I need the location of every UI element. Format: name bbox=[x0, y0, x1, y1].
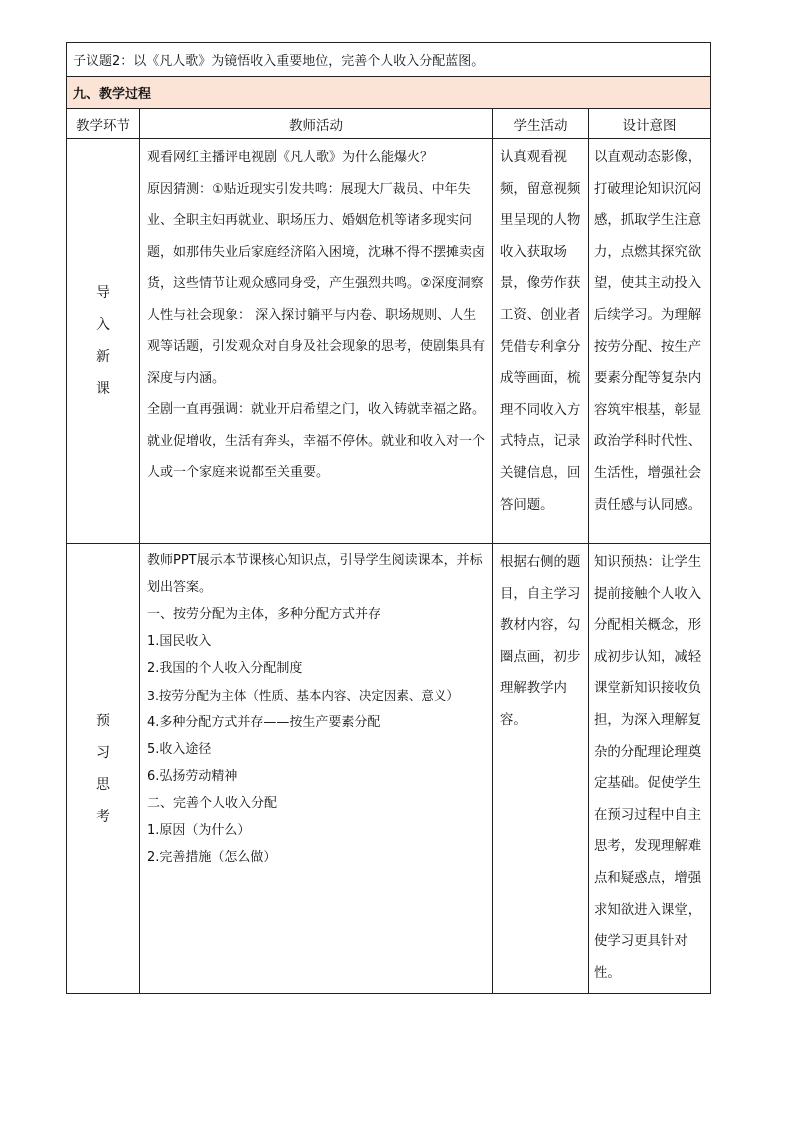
header-student: 学生活动 bbox=[493, 109, 589, 139]
stage-char: 预 bbox=[96, 712, 110, 729]
list-item: 二、完善个人收入分配 bbox=[147, 796, 278, 811]
list-item: 1.国民收入 bbox=[147, 634, 212, 649]
teacher-paragraph: 观看网红主播评电视剧《凡人歌》为什么能爆火？ bbox=[147, 150, 434, 165]
list-item: 2.我国的个人收入分配制度 bbox=[147, 661, 303, 676]
teacher-activity-intro bbox=[140, 139, 493, 544]
header-stage: 教学环节 bbox=[67, 109, 140, 139]
list-item: 一、按劳分配为主体，多种分配方式并存 bbox=[147, 607, 382, 622]
stage-char: 导 bbox=[96, 285, 110, 301]
stage-char: 入 bbox=[96, 317, 110, 333]
student-text: 认真观看视频，留意视频里呈现的人物收入获取场景，像劳作获工资、创业者凭借专利拿分成等画面，梳理不同收入方式特点，记录关键信息，回答问题。 bbox=[500, 150, 581, 513]
subtopic-text: 子议题2：以《凡人歌》为镜悟收入重要地位，完善个人收入分配蓝图。 bbox=[67, 43, 711, 77]
teaching-plan-table bbox=[66, 42, 711, 994]
stage-char: 新 bbox=[96, 349, 110, 365]
list-item: 5.收入途径 bbox=[147, 742, 212, 757]
design-text: 知识预热：让学生提前接触个人收入分配相关概念，形成初步认知，减轻课堂新知识接收负担，为深入理解复杂的分配理论理奠定基础。促使学生在预习过程中自主思考，发现理解难点和疑惑点，增强求知欲进入课堂，使学习更具针对性。 bbox=[594, 555, 702, 981]
teacher-paragraph: 全剧一直再强调：就业开启希望之门，收入铸就幸福之路。就业促增收，生活有奔头，幸福不停休。就业和收入对一个人或一个家庭来说都至关重要。 bbox=[147, 402, 486, 480]
design-intent-intro bbox=[589, 139, 711, 544]
design-text: 以直观动态影像，打破理论知识沉闷感，抓取学生注意力，点燃其探究欲望，使其主动投入后续学习。为理解按劳分配、按生产要素分配等复杂内容筑牢根基，彰显政治学科时代性、生活性，增强社会责任感与认同感。 bbox=[594, 150, 702, 513]
stage-char: 考 bbox=[96, 808, 110, 825]
teacher-activity-preview bbox=[140, 544, 493, 994]
teacher-intro: 教师PPT展示本节课核心知识点，引导学生阅读课本，并标划出答案。 bbox=[147, 553, 483, 595]
header-teacher: 教师活动 bbox=[140, 109, 493, 139]
header-design: 设计意图 bbox=[589, 109, 711, 139]
stage-char: 思 bbox=[96, 776, 110, 793]
subtopic-row bbox=[67, 43, 711, 77]
stage-char: 习 bbox=[96, 744, 110, 761]
student-activity-preview bbox=[493, 544, 589, 994]
list-item: 6.弘扬劳动精神 bbox=[147, 769, 238, 784]
stage-preview bbox=[67, 544, 140, 994]
list-item: 2.完善措施（怎么做） bbox=[147, 850, 277, 865]
section-row bbox=[67, 77, 711, 109]
table-row-preview bbox=[67, 544, 711, 994]
list-item: 3.按劳分配为主体（性质、基本内容、决定因素、意义） bbox=[147, 688, 459, 703]
student-text: 根据右侧的题目，自主学习教材内容，勾圈点画，初步理解教学内容。 bbox=[500, 555, 581, 728]
header-row bbox=[67, 109, 711, 139]
stage-char: 课 bbox=[96, 381, 110, 397]
table-row-intro bbox=[67, 139, 711, 544]
teacher-paragraph: 原因猜测：①贴近现实引发共鸣：展现大厂裁员、中年失业、全职主妇再就业、职场压力、婚姻危机等诸多现实问题，如那伟失业后家庭经济陷入困境，沈琳不得不摆摊卖卤货，这些情节让观众感同身受，产生强烈共鸣。②深度洞察人性与社会现象： 深入探讨躺平与内卷、职场规则、人生观等话题，引发观众对自身及社会现象的思考，使剧集具有深度与内涵。 bbox=[147, 181, 486, 386]
list-item: 1.原因（为什么） bbox=[147, 823, 251, 838]
section-title: 九、教学过程 bbox=[67, 77, 711, 109]
stage-intro bbox=[67, 139, 140, 544]
design-intent-preview bbox=[589, 544, 711, 994]
list-item: 4.多种分配方式并存——按生产要素分配 bbox=[147, 715, 381, 730]
student-activity-intro bbox=[493, 139, 589, 544]
